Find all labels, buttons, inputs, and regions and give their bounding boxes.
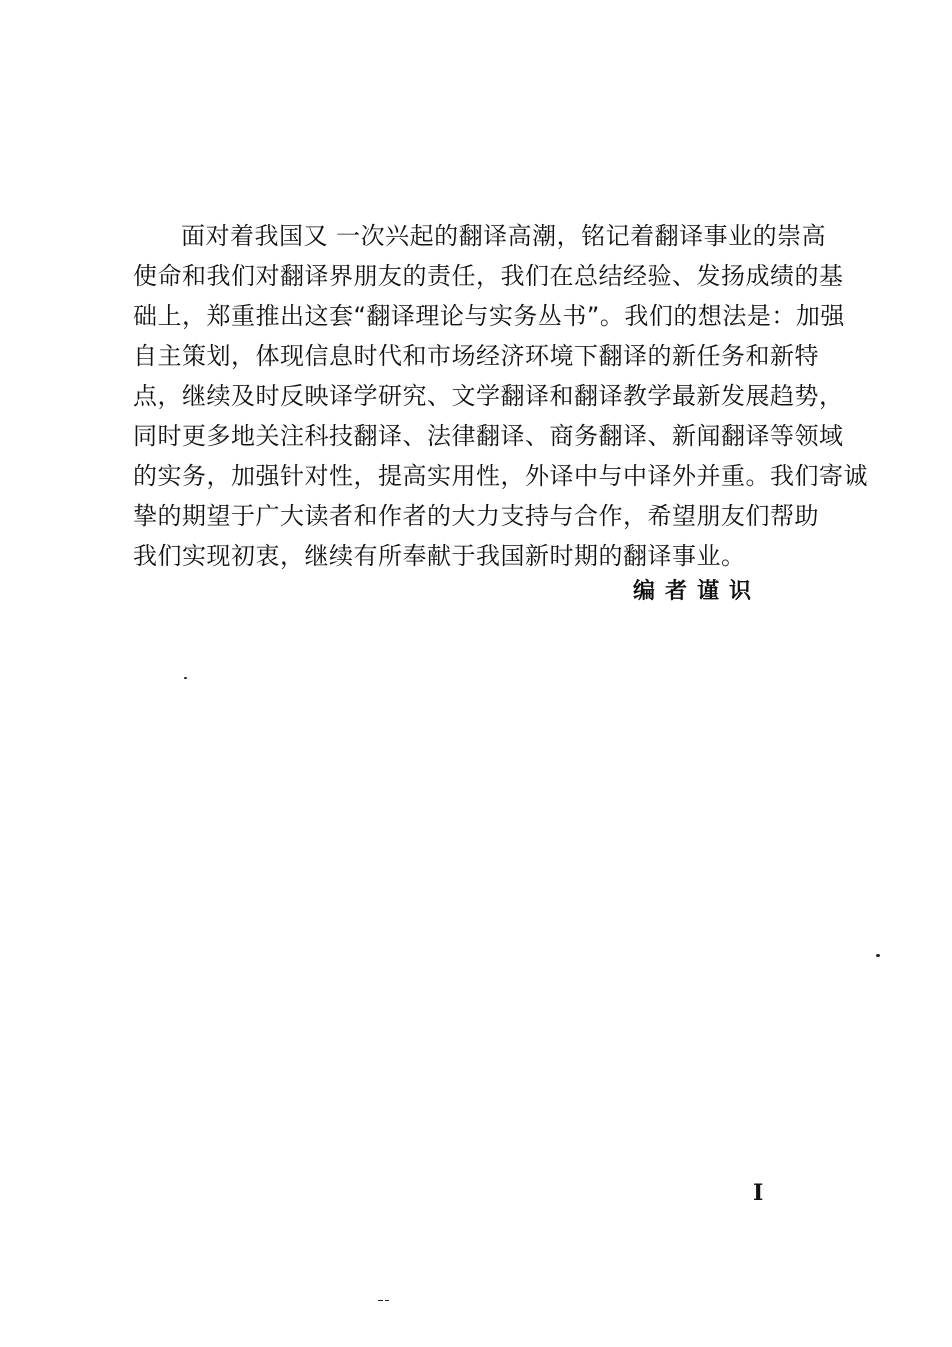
paragraph-line: 我们实现初衷，继续有所奉献于我国新时期的翻译事业。 <box>133 542 746 570</box>
scan-speck <box>385 1300 389 1301</box>
paragraph-line: 同时更多地关注科技翻译、法律翻译、商务翻译、新闻翻译等领域 <box>133 422 844 450</box>
preface-paragraph <box>133 216 868 576</box>
paragraph-line: 础上，郑重推出这套“翻译理论与实务丛书”。我们的想法是：加强 <box>133 302 845 330</box>
paragraph-line: 的实务，加强针对性，提高实用性，外译中与中译外并重。我们寄诚 <box>133 462 868 490</box>
paragraph-line: 面对着我国又 一次兴起的翻译高潮，铭记着翻译事业的崇高 <box>181 222 827 250</box>
scan-speck <box>378 1300 383 1301</box>
paragraph-line: 点，继续及时反映译学研究、文学翻译和翻译教学最新发展趋势， <box>133 382 844 410</box>
editor-signature: 编者谨识 <box>633 579 762 604</box>
scan-speck <box>184 677 187 679</box>
page-number: I <box>753 1180 764 1206</box>
scan-speck <box>876 954 880 957</box>
paragraph-line: 使命和我们对翻译界朋友的责任，我们在总结经验、发扬成绩的基 <box>133 262 844 290</box>
paragraph-line: 自主策划，体现信息时代和市场经济环境下翻译的新任务和新特 <box>133 342 819 370</box>
paragraph-line: 挚的期望于广大读者和作者的大力支持与合作，希望朋友们帮助 <box>133 502 819 530</box>
